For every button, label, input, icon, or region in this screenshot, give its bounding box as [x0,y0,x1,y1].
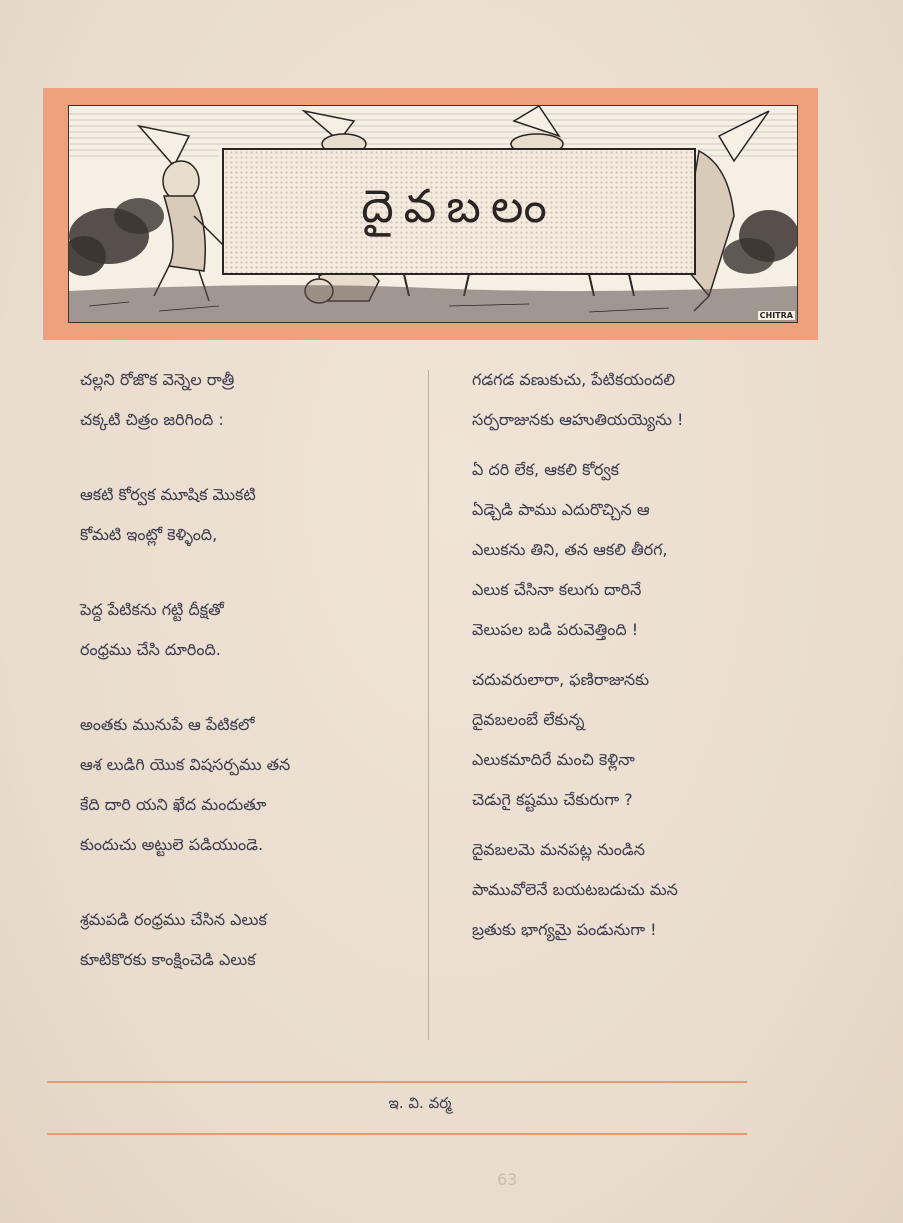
stanza [80,475,410,555]
banner-illustration [68,105,798,323]
poem-line: రంధ్రము చేసి దూరింది. [80,640,221,659]
poem-line: ఎలుకమాదిరే మంచి కెళ్లినా [472,750,635,769]
title-board [222,148,696,275]
column-divider [428,370,429,1040]
poem-line: ఎలుక చేసినా కలుగు దారినే [472,580,642,599]
stanza [472,450,802,650]
poem-line: శ్రమపడి రంధ్రము చేసిన ఎలుక [80,910,267,929]
poem-line: ఆకటి కోర్వక మూషిక మొకటి [80,485,256,504]
poem-line: ఏడ్చెడి పాము ఎదురొచ్చిన ఆ [472,500,650,519]
poem-line: అంతకు మునుపే ఆ పేటికలో [80,715,255,734]
poem-title: దైవబలం [361,178,557,233]
poem-column-right [472,360,802,950]
poem-column-left [80,360,410,980]
stanza [472,830,802,950]
author-name: ఇ. వి. వర్మ [388,1094,452,1112]
stanza [472,660,802,820]
artist-signature: CHITRA [759,311,793,320]
poem-line: చెడుగై కష్టము చేకురుగా ? [472,790,633,809]
poem-line: వెలుపల బడి పరువెత్తింది ! [472,620,639,639]
poem-line: పామువోలెనే బయటబడుచు మన [472,880,678,899]
stanza [80,590,410,670]
title-banner [43,88,818,340]
poem-line: చదువరులారా, ఫణిరాజునకు [472,670,650,689]
poem-line: సర్పరాజునకు ఆహుతియయ్యెను ! [472,410,684,429]
poem-line: కోమటి ఇంట్లో కెళ్ళింది, [80,525,218,544]
poem-line: చక్కటి చిత్రం జరిగింది : [80,410,224,429]
poem-line: గడగడ వణుకుచు, పేటికయందలి [472,370,676,389]
stanza [472,360,802,440]
poem-line: దైవబలమె మనపట్ల నుండిన [472,840,645,859]
poem-line: బ్రతుకు భాగ్యమై పండునుగా ! [472,920,657,939]
rule-bottom [47,1133,747,1135]
poem-line: కేది దారి యని ఖేద మందుతూ [80,795,267,814]
rule-top [47,1081,747,1083]
poem-line: ఆశ లుడిగి యొక విషసర్పము తన [80,755,291,774]
poem-line: దైవబలంబే లేకున్న [472,710,585,729]
stanza [80,900,410,980]
poem-line: కూటికొరకు కాంక్షించెడి ఎలుక [80,950,256,969]
stanza [80,705,410,865]
poem-line: ఏ దరి లేక, ఆకలి కోర్వక [472,460,620,479]
poem-line: చల్లని రోజొక వెన్నెల రాత్రీ [80,370,235,389]
poem-line: కుందుచు అట్టులె పడియుండె. [80,835,264,854]
page-number: 63 [497,1170,518,1189]
stanza [80,360,410,440]
poem-line: ఎలుకను తిని, తన ఆకలి తీరగ, [472,540,668,559]
poem-line: పెద్ద పేటికను గట్టి దీక్షతో [80,600,224,619]
